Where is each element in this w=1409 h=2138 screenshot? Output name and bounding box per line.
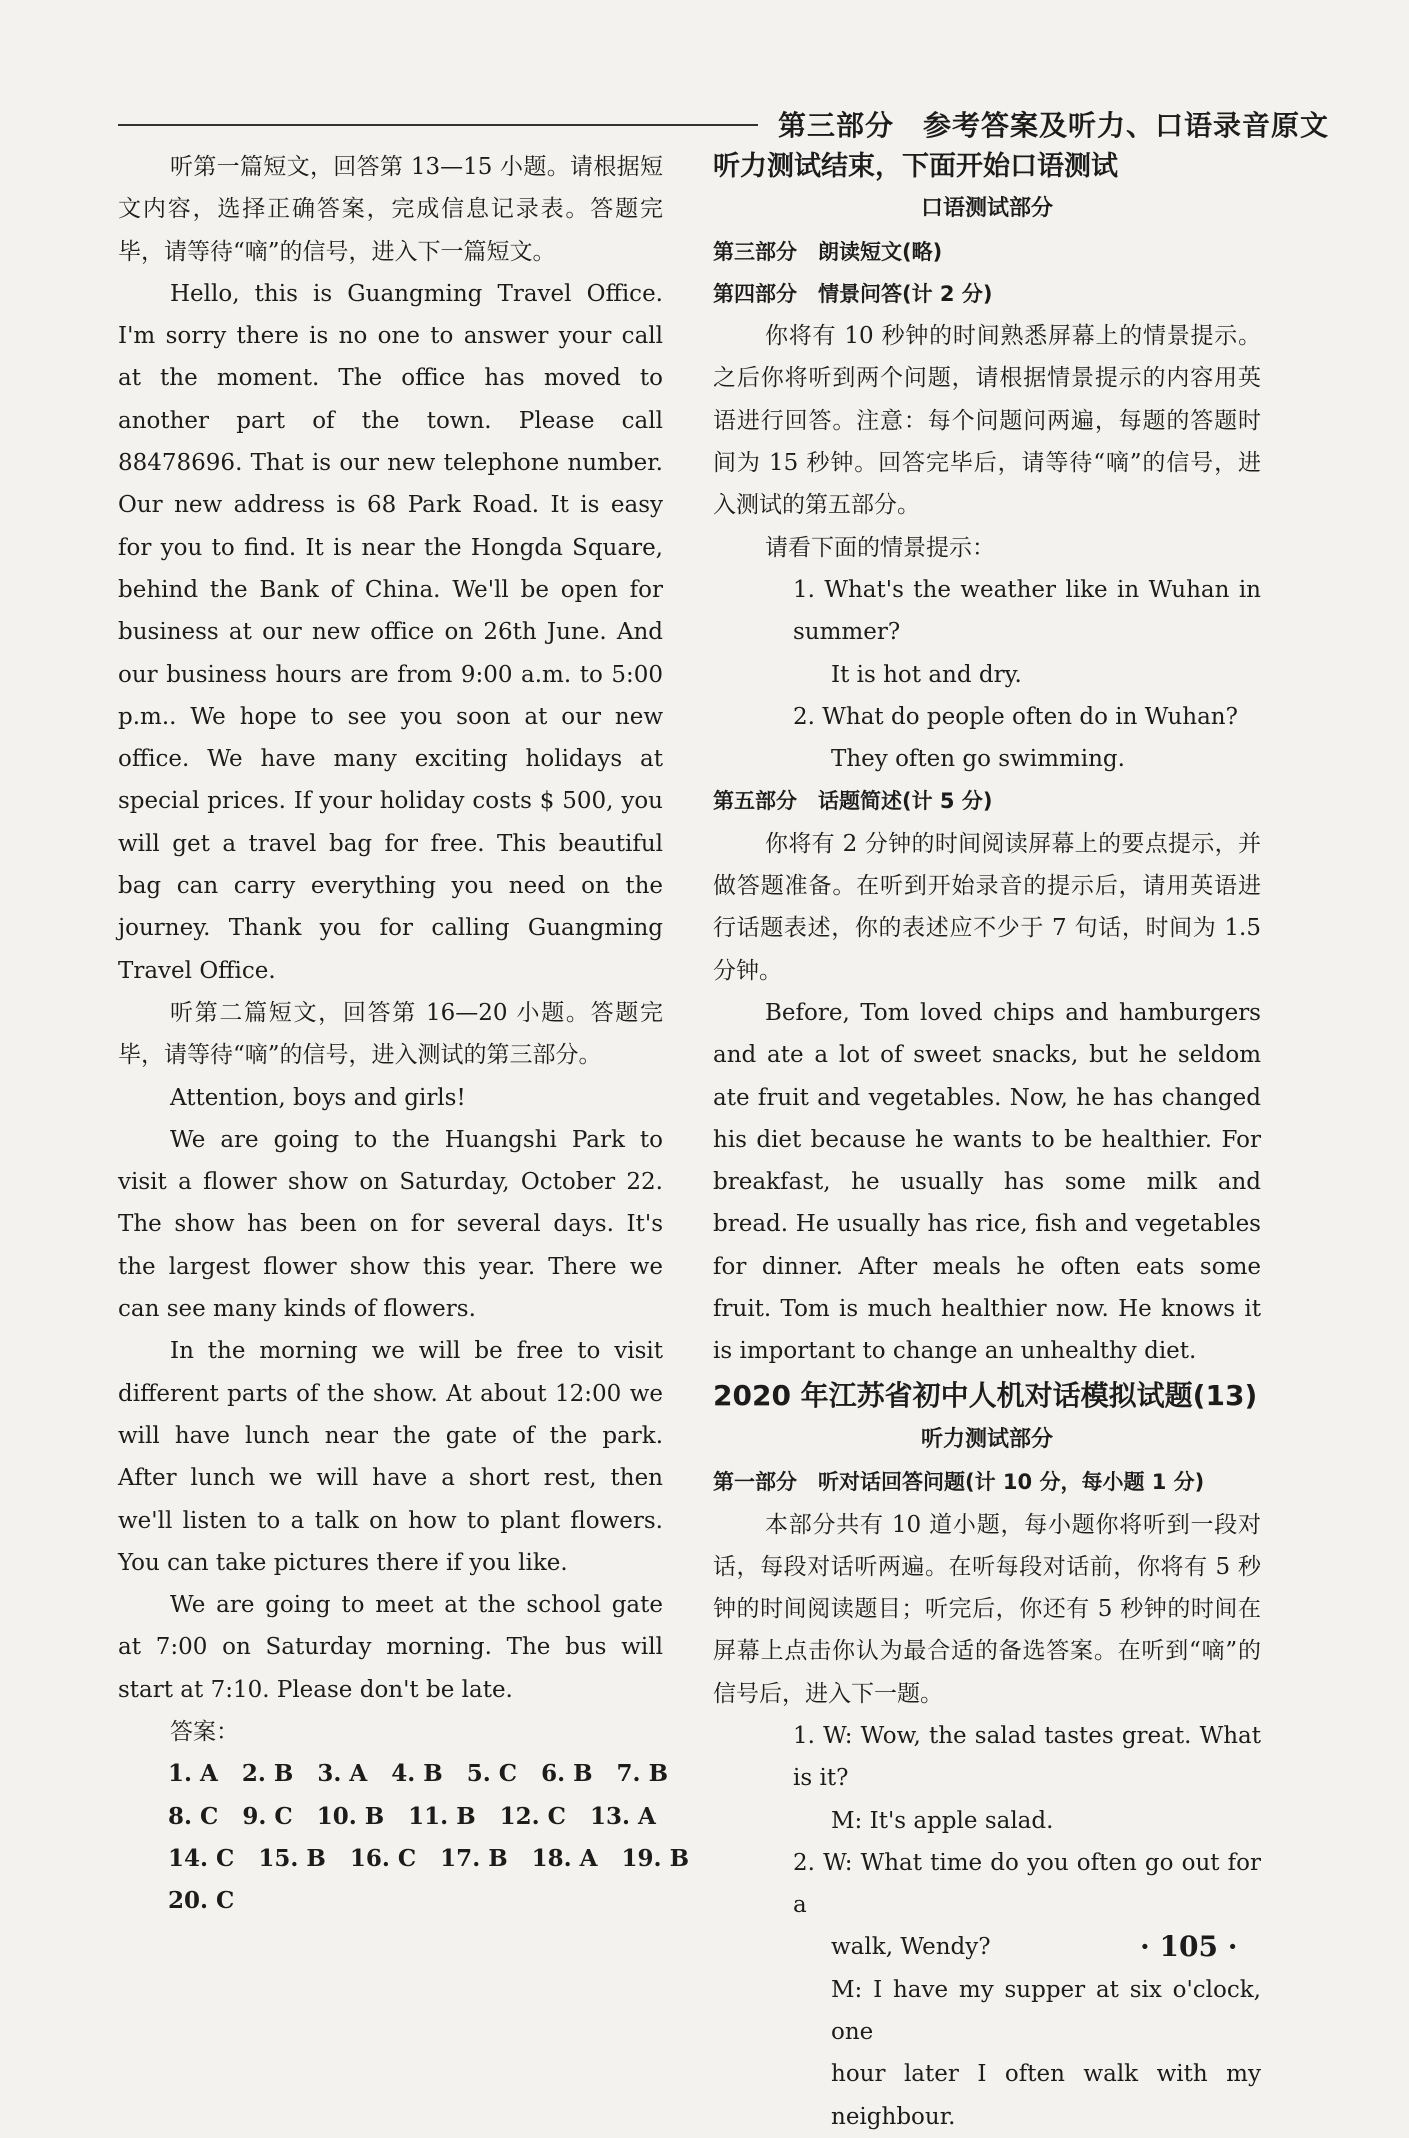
dialogue-line: hour later I often walk with my neighbour. [831, 2061, 1261, 2130]
section-subheading: 听力测试部分 [920, 1426, 1053, 1452]
answers-line: 8. C 9. C 10. B 11. B 12. C 13. A [168, 1802, 656, 1830]
answers-label: 答案： [170, 1718, 239, 1745]
passage-paragraph: We are going to the Huangshi Park to visit a flower show on Saturday, October 22. The show has been on for several days. It's the largest flower show this year. There we can see many kinds of flowers. [118, 1126, 663, 1323]
question-answer: They often go swimming. [831, 746, 1125, 773]
answers-line: 14. C 15. B 16. C 17. B 18. A 19. B [168, 1844, 690, 1872]
section-subheading: 口语测试部分 [920, 196, 1053, 222]
section-heading: 听力测试结束，下面开始口语测试 [713, 151, 1118, 182]
dialogue-line: 1. W: Wow, the salad tastes great. What is it? [793, 1722, 1261, 1792]
running-header: 第三部分 参考答案及听力、口语录音原文 [778, 109, 1330, 142]
instruction-paragraph: 听第一篇短文，回答第 13—15 小题。请根据短文内容，选择正确答案，完成信息记录表。答题完毕，请等待“嘀”的信号，进入下一篇短文。 [118, 154, 663, 265]
passage-paragraph: Attention, boys and girls! [170, 1084, 466, 1111]
prompt-label: 请看下面的情景提示： [765, 534, 995, 561]
instruction-paragraph: 你将有 2 分钟的时间阅读屏幕上的要点提示，并做答题准备。在听到开始录音的提示后，请用英语进行话题表述，你的表述应不少于 7 句话，时间为 1.5 分钟。 [713, 830, 1261, 984]
passage-paragraph: Before, Tom loved chips and hamburgers and ate a lot of sweet snacks, but he seldom ate fruit and vegetables. Now, he has changed his diet because he wants to be healthier. For breakfast, he usually has some milk and bread. He usually has rice, fish and vegetables for dinner. After meals he often eats some fruit. Tom is much healthier now. He knows it is important to change an unhealthy diet. [713, 999, 1261, 1365]
part-title: 第三部分 朗读短文(略) [713, 239, 943, 264]
question-item: 2. What do people often do in Wuhan? [793, 703, 1238, 730]
answers-line: 20. C [168, 1887, 235, 1915]
instruction-paragraph: 本部分共有 10 道小题，每小题你将听到一段对话，每段对话听两遍。在听每段对话前，你将有 5 秒钟的时间阅读题目；听完后，你还有 5 秒钟的时间在屏幕上点击你认为最合适的备选答案。在听到“嘀”的信号后，进入下一题。 [713, 1511, 1261, 1707]
right-column [713, 146, 1261, 2138]
question-answer: It is hot and dry. [831, 661, 1022, 688]
dialogue-line: M: I have my supper at six o'clock, one [831, 1976, 1261, 2046]
dialogue-line: 2. W: What time do you often go out for a [793, 1849, 1261, 1919]
passage-paragraph: Hello, this is Guangming Travel Office. I'm sorry there is no one to answer your call at the moment. The office has moved to another part of the town. Please call 88478696. That is our new telephone number. Our new address is 68 Park Road. It is easy for you to find. It is near the Hongda Square, behind the Bank of China. We'll be open for business at our new office on 26th June. And our business hours are from 9:00 a.m. to 5:00 p.m.. We hope to see you soon at our new office. We have many exciting holidays at special prices. If your holiday costs $ 500, you will get a travel bag for free. This beautiful bag can carry everything you need on the journey. Thank you for calling Guangming Travel Office. [118, 280, 663, 984]
part-title: 第四部分 情景问答(计 2 分) [713, 281, 993, 306]
instruction-paragraph: 听第二篇短文，回答第 16—20 小题。答题完毕，请等待“嘀”的信号，进入测试的第三部分。 [118, 999, 663, 1069]
dialogue-line: M: It's apple salad. [831, 1807, 1054, 1834]
header-rule [118, 124, 758, 126]
question-item: 1. What's the weather like in Wuhan in summer? [793, 576, 1261, 646]
part-title: 第五部分 话题简述(计 5 分) [713, 789, 993, 814]
page-number: · 105 · [1140, 1930, 1238, 1963]
dialogue-line: walk, Wendy? [831, 1934, 991, 1961]
left-column [118, 146, 690, 1922]
passage-paragraph: In the morning we will be free to visit different parts of the show. At about 12:00 we will have lunch near the gate of the park. After lunch we will have a short rest, then we'll listen to a talk on how to plant flowers. You can take pictures there if you like. [118, 1338, 663, 1576]
instruction-paragraph: 你将有 10 秒钟的时间熟悉屏幕上的情景提示。之后你将听到两个问题，请根据情景提示的内容用英语进行回答。注意：每个问题问两遍，每题的答题时间为 15 秒钟。回答完毕后，请等待“嘀”的信号，进入测试的第五部分。 [713, 323, 1261, 519]
test-title: 2020 年江苏省初中人机对话模拟试题(13) [713, 1378, 1258, 1412]
passage-paragraph: We are going to meet at the school gate at 7:00 on Saturday morning. The bus will start at 7:10. Please don't be late. [118, 1592, 663, 1703]
part-title: 第一部分 听对话回答问题(计 10 分，每小题 1 分) [713, 1470, 1205, 1495]
answers-line: 1. A 2. B 3. A 4. B 5. C 6. B 7. B [168, 1760, 669, 1788]
